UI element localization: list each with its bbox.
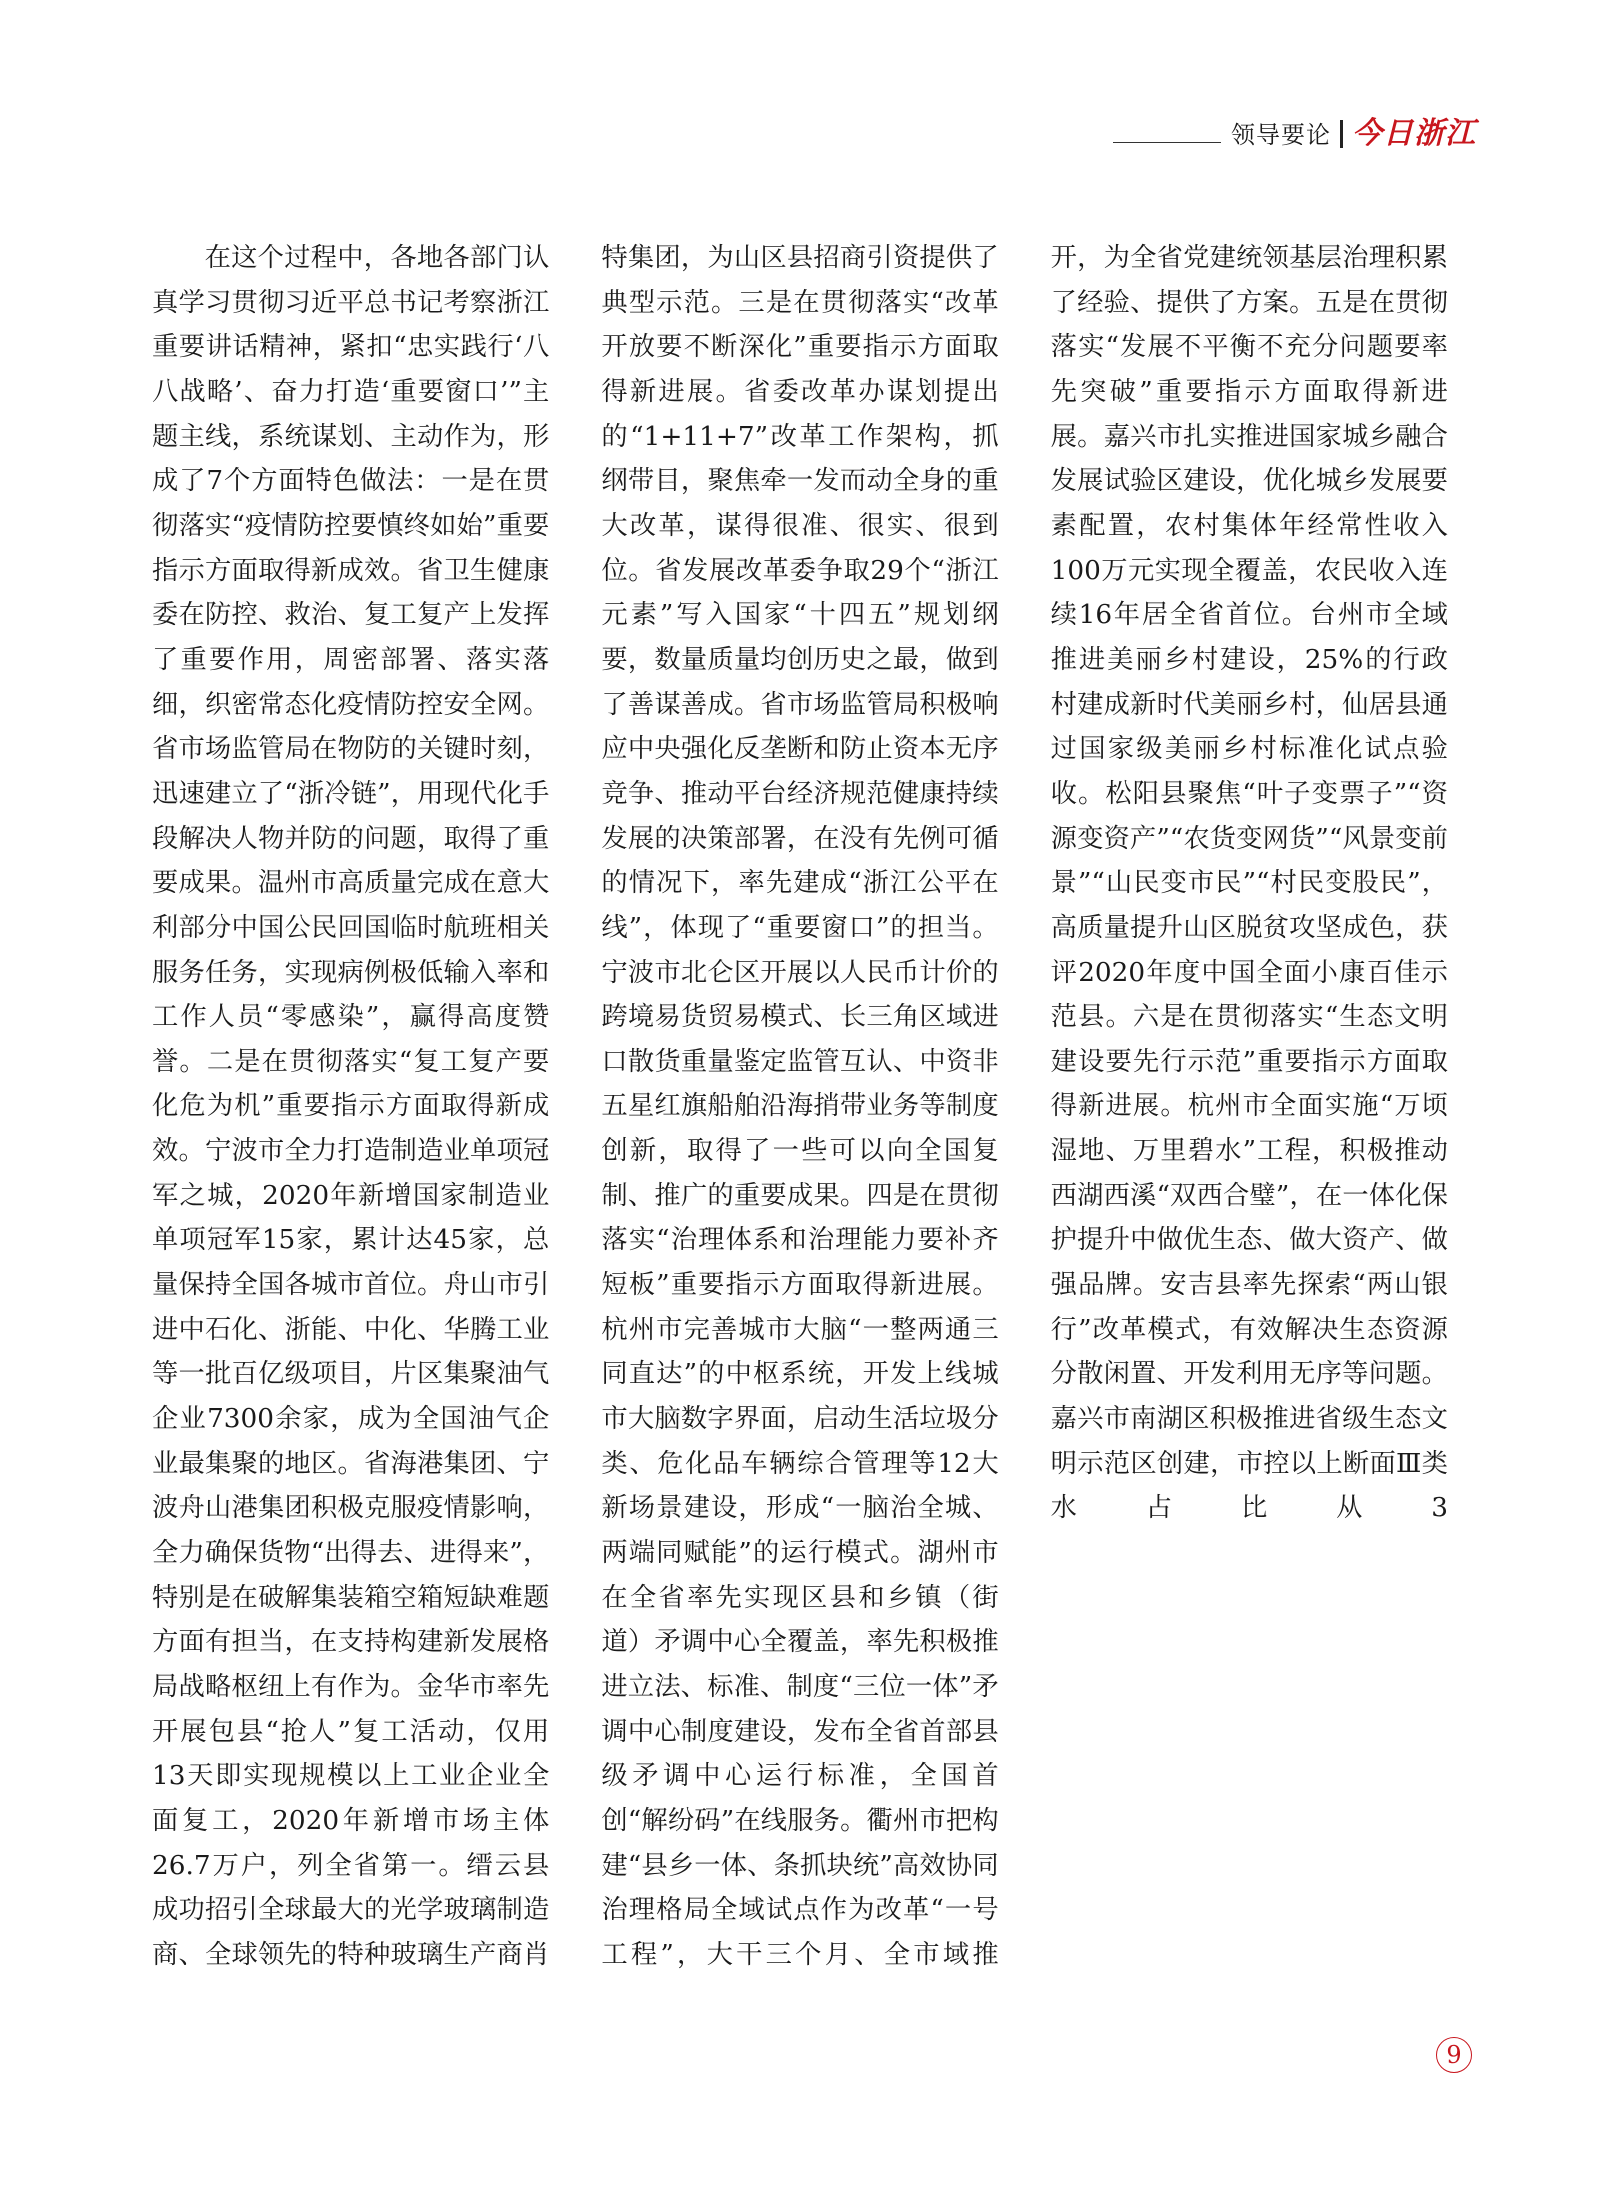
section-label: 领导要论 bbox=[1231, 121, 1331, 149]
header-rule bbox=[1113, 142, 1221, 143]
page-number: 9 bbox=[1436, 2037, 1472, 2073]
article-paragraph: 在这个过程中，各地各部门认真学习贯彻习近平总书记考察浙江重要讲话精神，紧扣“忠实践行‘八八战略’、奋力打造‘重要窗口’”主题主线，系统谋划、主动作为，形成了7个方面特色做法：一是在贯彻落实“疫情防控要慎终如始”重要指示方面取得新成效。省卫生健康委在防控、救治、复工复产上发挥了重要作用，周密部署、落实落细，织密常态化疫情防控安全网。省市场监管局在物防的关键时刻，迅速建立了“浙冷链”，用现代化手段解决人物并防的问题，取得了重要成果。温州市高质量完成在意大利部分中国公民回国临时航班相关服务任务，实现病例极低输入率和工作人员“零感染”，赢得高度赞誉。二是在贯彻落实“复工复产要化危为机”重要指示方面取得新成效。宁波市全力打造制造业单项冠军之城，2020年新增国家制造业单项冠军15家，累计达45家，总量保持全国各城市首位。舟山市引进中石化、浙能、中化、华腾工业等一批百亿级项目，片区集聚油气企业7300余家，成为全国油气企业最集聚的地区。省海港集团、宁波舟山港集团积极克服疫情影响，全力确保货物“出得去、进得来”，特别是在破解集装箱空箱短缺难题方面有担当，在支持构建新发展格局战略枢纽上有作为。金华市率先开展包县“抢人”复工活动，仅用13天即实现规模以上工业企业全面复工，2020年新增市场主体26.7万户，列全省第一。缙云县成功招引全球最大的光学玻璃制造商、全球领先的特种玻璃生产商肖特集团，为山区县招商引资提供了典型示范。三是在贯彻落实“改革开放要不断深化”重要指示方面取得新进展。省委改革办谋划提出的“1+11+7”改革工作架构，抓纲带目，聚焦牵一发而动全身的重大改革，谋得很准、很实、很到位。省发展改革委争取29个“浙江元素”写入国家“十四五”规划纲要，数量质量均创历史之最，做到了善谋善成。省市场监管局积极响应中央强化反垄断和防止资本无序竞争、推动平台经济规范健康持续发展的决策部署，在没有先例可循的情况下，率先建成“浙江公平在线”，体现了“重要窗口”的担当。宁波市北仑区开展以人民币计价的跨境易货贸易模式、长三角区域进口散货重量鉴定监管互认、中资非五星红旗船舶沿海捎带业务等制度创新，取得了一些可以向全国复制、推广的重要成果。四是在贯彻落实“治理体系和治理能力要补齐短板”重要指示方面取得新进展。杭州市完善城市大脑“一整两通三同直达”的中枢系统，开发上线城市大脑数字界面，启动生活垃圾分类、危化品车辆综合管理等12大新场景建设，形成“一脑治全城、两端同赋能”的运行模式。湖州市在全省率先实现区县和乡镇（街道）矛调中心全覆盖，率先积极推进立法、标准、制度“三位一体”矛调中心制度建设，发布全省首部县级矛调中心运行标准，全国首创“解纷码”在线服务。衢州市把构建“县乡一体、条抓块统”高效协同治理格局全域试点作为改革“一号工程”，大干三个月、全市域推开，为全省党建统领基层治理积累了经验、提供了方案。五是在贯彻落实“发展不平衡不充分问题要率先突破”重要指示方面取得新进展。嘉兴市扎实推进国家城乡融合发展试验区建设，优化城乡发展要素配置，农村集体年经常性收入100万元实现全覆盖，农民收入连续16年居全省首位。台州市全域推进美丽乡村建设，25%的行政村建成新时代美丽乡村，仙居县通过国家级美丽乡村标准化试点验收。松阳县聚焦“叶子变票子”“资源变资产”“农货变网货”“风景变前景”“山民变市民”“村民变股民”，高质量提升山区脱贫攻坚成色，获评2020年度中国全面小康百佳示范县。六是在贯彻落实“生态文明建设要先行示范”重要指示方面取得新进展。杭州市全面实施“万顷湿地、万里碧水”工程，积极推动西湖西溪“双西合璧”，在一体化保护提升中做优生态、做大资产、做强品牌。安吉县率先探索“两山银行”改革模式，有效解决生态资源分散闲置、开发利用无序等问题。嘉兴市南湖区积极推进省级生态文明示范区创建，市控以上断面Ⅲ类水占比从3 bbox=[152, 243, 1448, 1970]
page-header bbox=[1113, 118, 1476, 150]
article-body bbox=[152, 236, 1448, 1986]
header-separator bbox=[1340, 120, 1343, 148]
magazine-logo: 今日浙江 bbox=[1352, 116, 1476, 151]
